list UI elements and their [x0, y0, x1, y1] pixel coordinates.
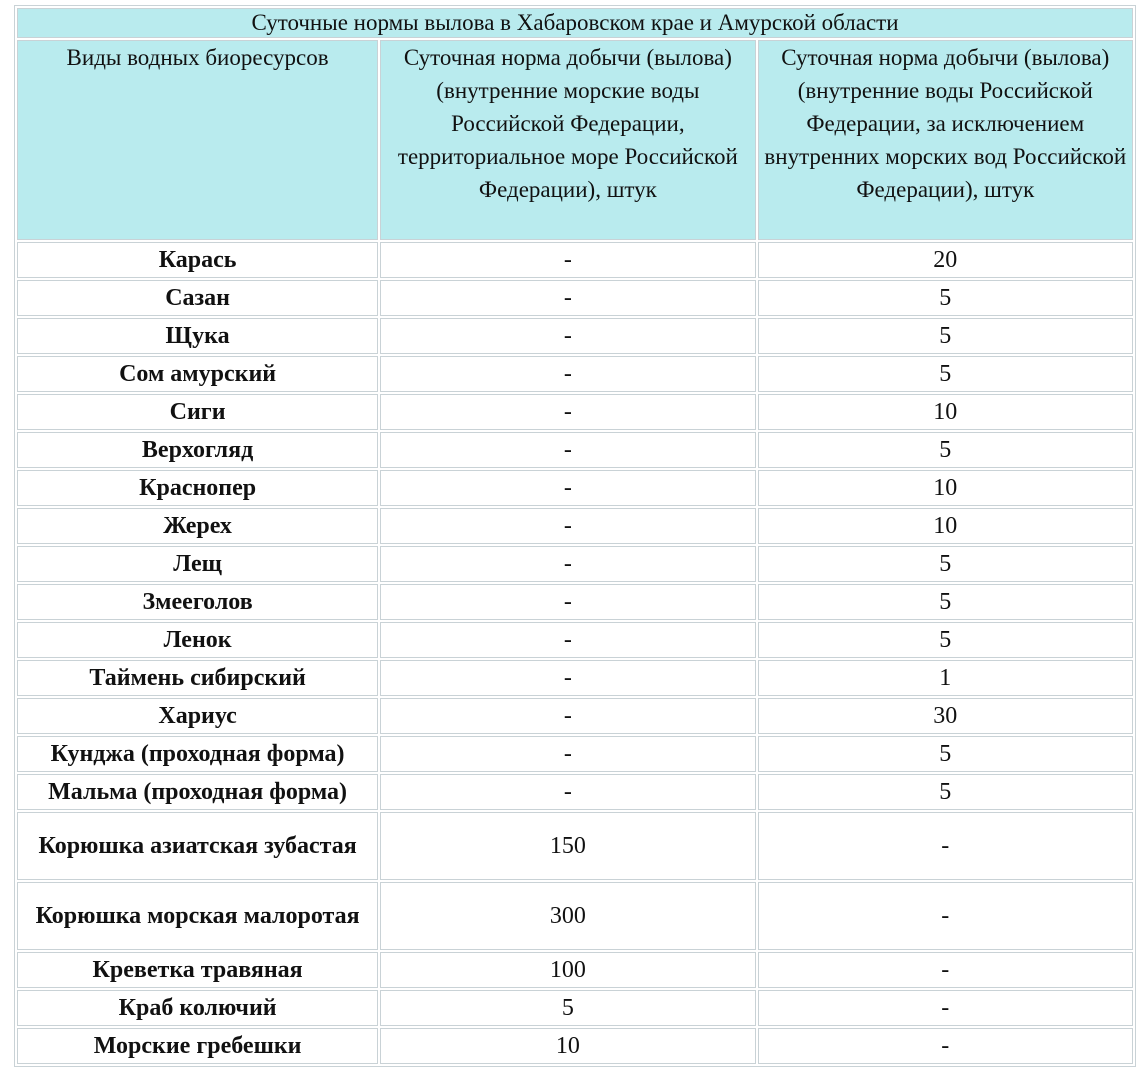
inland-norm-cell: -: [758, 990, 1133, 1026]
species-cell: Змееголов: [17, 584, 378, 620]
table-row: [17, 952, 1133, 988]
species-cell: Жерех: [17, 508, 378, 544]
inland-norm-cell: -: [758, 812, 1133, 880]
inland-norm-cell: 1: [758, 660, 1133, 696]
table-row: [17, 736, 1133, 772]
sea-norm-cell: 10: [380, 1028, 755, 1064]
species-cell: Таймень сибирский: [17, 660, 378, 696]
table-row: [17, 774, 1133, 810]
species-cell: Морские гребешки: [17, 1028, 378, 1064]
inland-norm-cell: -: [758, 882, 1133, 950]
table-row: [17, 812, 1133, 880]
sea-norm-cell: -: [380, 318, 755, 354]
sea-norm-cell: -: [380, 622, 755, 658]
inland-norm-cell: 5: [758, 432, 1133, 468]
inland-norm-cell: 5: [758, 736, 1133, 772]
inland-norm-cell: 5: [758, 622, 1133, 658]
table-row: [17, 882, 1133, 950]
table-row: [17, 698, 1133, 734]
table-container: [14, 5, 1136, 1067]
inland-norm-cell: 20: [758, 242, 1133, 278]
sea-norm-cell: -: [380, 470, 755, 506]
sea-norm-cell: -: [380, 660, 755, 696]
table-row: [17, 990, 1133, 1026]
sea-norm-cell: 300: [380, 882, 755, 950]
species-cell: Хариус: [17, 698, 378, 734]
sea-norm-cell: -: [380, 356, 755, 392]
inland-norm-cell: 10: [758, 508, 1133, 544]
sea-norm-cell: -: [380, 394, 755, 430]
table-body: [17, 242, 1133, 1064]
table-row: [17, 356, 1133, 392]
table-row: [17, 622, 1133, 658]
table-title: Суточные нормы вылова в Хабаровском крае и Амурской области: [17, 8, 1133, 38]
species-cell: Верхогляд: [17, 432, 378, 468]
catch-norms-table: [14, 5, 1136, 1067]
table-row: [17, 432, 1133, 468]
inland-norm-cell: 30: [758, 698, 1133, 734]
header-inland-norm: Суточная норма добычи (вылова) (внутренние воды Российской Федерации, за исключением внутренних морских вод Российской Федерации), штук: [758, 40, 1133, 240]
inland-norm-cell: 5: [758, 318, 1133, 354]
inland-norm-cell: 5: [758, 546, 1133, 582]
table-row: [17, 280, 1133, 316]
species-cell: Корюшка азиатская зубастая: [17, 812, 378, 880]
species-cell: Краснопер: [17, 470, 378, 506]
sea-norm-cell: -: [380, 280, 755, 316]
sea-norm-cell: -: [380, 698, 755, 734]
table-row: [17, 470, 1133, 506]
inland-norm-cell: 5: [758, 356, 1133, 392]
table-row: [17, 584, 1133, 620]
species-cell: Кунджа (проходная форма): [17, 736, 378, 772]
species-cell: Корюшка морская малоротая: [17, 882, 378, 950]
inland-norm-cell: 5: [758, 280, 1133, 316]
species-cell: Сиги: [17, 394, 378, 430]
sea-norm-cell: 5: [380, 990, 755, 1026]
species-cell: Креветка травяная: [17, 952, 378, 988]
species-cell: Мальма (проходная форма): [17, 774, 378, 810]
title-row: [17, 8, 1133, 38]
sea-norm-cell: 150: [380, 812, 755, 880]
inland-norm-cell: 10: [758, 470, 1133, 506]
species-cell: Сазан: [17, 280, 378, 316]
species-cell: Лещ: [17, 546, 378, 582]
inland-norm-cell: -: [758, 1028, 1133, 1064]
sea-norm-cell: -: [380, 774, 755, 810]
inland-norm-cell: 5: [758, 774, 1133, 810]
table-row: [17, 660, 1133, 696]
table-row: [17, 1028, 1133, 1064]
sea-norm-cell: 100: [380, 952, 755, 988]
sea-norm-cell: -: [380, 584, 755, 620]
table-row: [17, 394, 1133, 430]
inland-norm-cell: 10: [758, 394, 1133, 430]
sea-norm-cell: -: [380, 508, 755, 544]
table-row: [17, 508, 1133, 544]
header-sea-norm: Суточная норма добычи (вылова) (внутренние морские воды Российской Федерации, территориальное море Российской Федерации), штук: [380, 40, 755, 240]
species-cell: Краб колючий: [17, 990, 378, 1026]
inland-norm-cell: -: [758, 952, 1133, 988]
species-cell: Щука: [17, 318, 378, 354]
header-species: Виды водных биоресурсов: [17, 40, 378, 240]
species-cell: Ленок: [17, 622, 378, 658]
sea-norm-cell: -: [380, 242, 755, 278]
sea-norm-cell: -: [380, 736, 755, 772]
inland-norm-cell: 5: [758, 584, 1133, 620]
table-row: [17, 318, 1133, 354]
species-cell: Карась: [17, 242, 378, 278]
table-row: [17, 242, 1133, 278]
sea-norm-cell: -: [380, 432, 755, 468]
sea-norm-cell: -: [380, 546, 755, 582]
header-row: [17, 40, 1133, 240]
table-row: [17, 546, 1133, 582]
species-cell: Сом амурский: [17, 356, 378, 392]
